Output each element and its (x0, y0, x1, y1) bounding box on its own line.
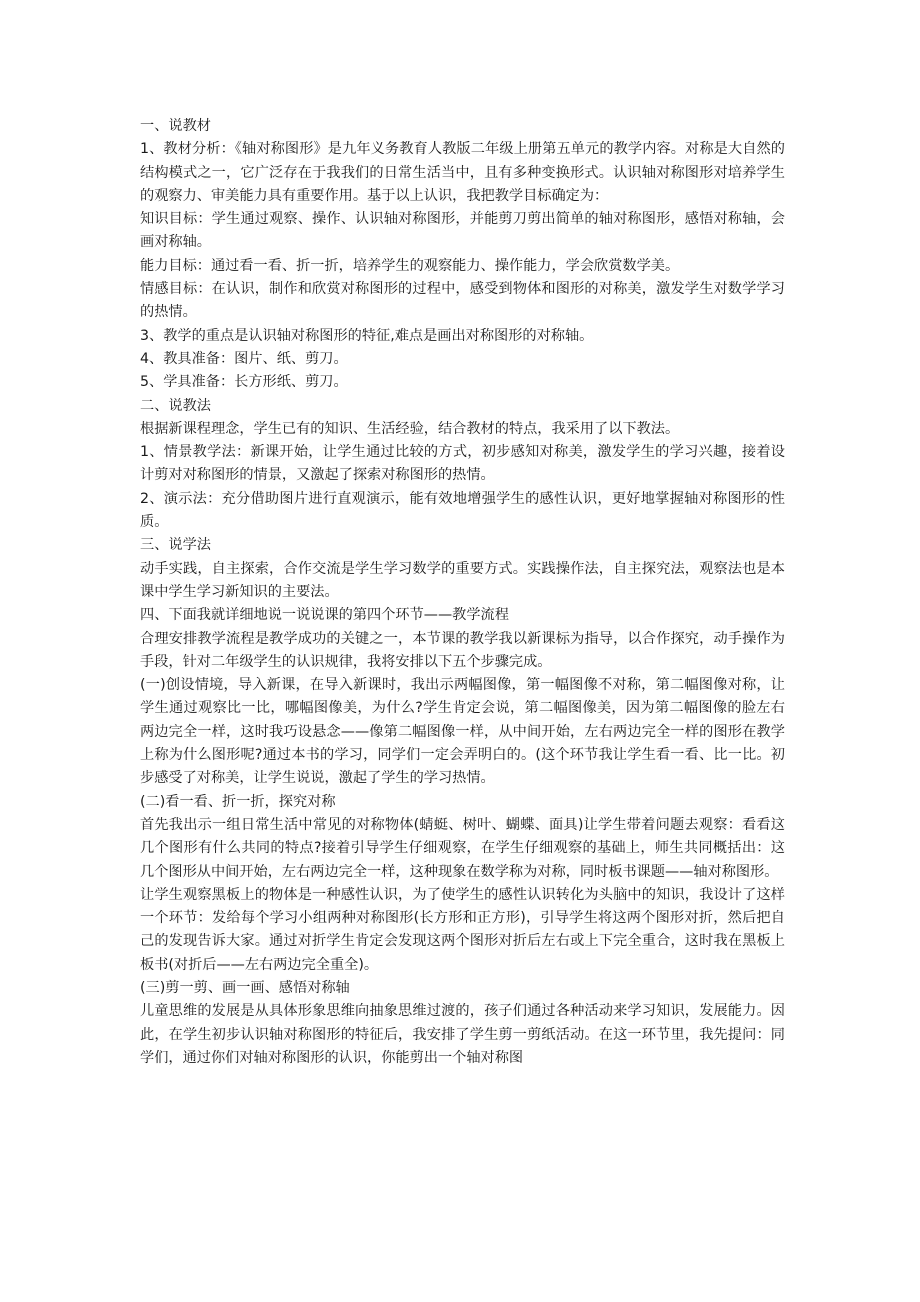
heading-step-three: (三)剪一剪、画一画、感悟对称轴 (140, 979, 350, 996)
heading-learning-method: 三、说学法 (140, 537, 211, 554)
paragraph-step-three: 儿童思维的发展是从具体形象思维向抽象思维过渡的，孩子们通过各种活动来学习知识，发展能力。因此，在学生初步认识轴对称图形的特征后，我安排了学生剪一剪纸活动。在这一环节里，我先提问：同学们，通过你们对轴对称图形的认识，你能剪出一个轴对称图 (140, 1003, 785, 1066)
heading-teaching-method: 二、说教法 (140, 397, 211, 414)
paragraph-method-intro: 根据新课程理念，学生已有的知识、生活经验，结合教材的特点，我采用了以下教法。 (140, 420, 680, 437)
paragraph-scenario-method: 1、情景教学法：新课开始，让学生通过比较的方式，初步感知对称美，激发学生的学习兴趣，接着设计剪对对称图形的情景，又激起了探索对称图形的热情。 (140, 444, 785, 484)
heading-textbook: 一、说教材 (140, 118, 211, 134)
paragraph-ability-goal: 能力目标：通过看一看、折一折，培养学生的观察能力、操作能力，学会欣赏数学美。 (140, 257, 680, 274)
paragraph-step-one: (一)创设情境，导入新课，在导入新课时，我出示两幅图像，第一幅图像不对称，第二幅图像对称，让学生通过观察比一比，哪幅图像美，为什么?学生肯定会说，第二幅图像美，因为第二幅图像的脸左右两边完全一样，这时我巧设悬念——像第二幅图像一样，从中间开始，左右两边完全一样的图形在教学上称为什么图形呢?通过本书的学习，同学们一定会弄明白的。(这个环节我让学生看一看、比一比。初步感受了对称美，让学生说说，激起了学生的学习热情。 (140, 677, 785, 787)
paragraph-learning-method: 动手实践，自主探索，合作交流是学生学习数学的重要方式。实践操作法，自主探究法，观察法也是本课中学生学习新知识的主要法。 (140, 560, 785, 600)
paragraph-knowledge-goal: 知识目标：学生通过观察、操作、认识轴对称图形，并能剪刀剪出简单的轴对称图形，感悟对称轴，会画对称轴。 (140, 211, 785, 251)
paragraph-teaching-aids: 4、教具准备：图片、纸、剪刀。 (140, 350, 348, 367)
document-body (140, 115, 785, 1070)
paragraph-process-intro: 合理安排教学流程是教学成功的关键之一，本节课的教学我以新课标为指导，以合作探究，动手操作为手段，针对二年级学生的认识规律，我将安排以下五个步骤完成。 (140, 630, 785, 670)
paragraph-material-analysis: 1、教材分析：《轴对称图形》是九年义务教育人教版二年级上册第五单元的教学内容。对称是大自然的结构模式之一，它广泛存在于我我们的日常生活当中，且有多种变换形式。认识轴对称图形对培养学生的观察力、审美能力具有重要作用。基于以上认识，我把教学目标确定为： (140, 141, 785, 204)
heading-teaching-process: 四、下面我就详细地说一说说课的第四个环节——教学流程 (140, 607, 509, 624)
heading-step-two: (二)看一看、折一折，探究对称 (140, 793, 336, 810)
paragraph-student-aids: 5、学具准备：长方形纸、剪刀。 (140, 374, 348, 391)
paragraph-step-two-observe: 首先我出示一组日常生活中常见的对称物体(蜻蜓、树叶、蝴蝶、面具)让学生带着问题去观察：看看这几个图形有什么共同的特点?接着引导学生仔细观察，在学生仔细观察的基础上，师生共同概括出：这几个图形从中间开始，左右两边完全一样，这种现象在数学称为对称，同时板书课题——轴对称图形。 (140, 816, 785, 880)
paragraph-demo-method: 2、演示法：充分借助图片进行直观演示，能有效地增强学生的感性认识，更好地掌握轴对称图形的性质。 (140, 490, 785, 531)
paragraph-step-two-fold: 让学生观察黑板上的物体是一种感性认识，为了使学生的感性认识转化为头脑中的知识，我设计了这样一个环节：发给每个学习小组两种对称图形(长方形和正方形)，引导学生将这两个图形对折，然后把自己的发现告诉大家。通过对折学生肯定会发现这两个图形对折后左右或上下完全重合，这时我在黑板上板书(对折后——左右两边完全重全)。 (140, 886, 785, 973)
paragraph-key-points: 3、教学的重点是认识轴对称图形的特征,难点是画出对称图形的对称轴。 (140, 327, 594, 344)
paragraph-emotion-goal: 情感目标：在认识，制作和欣赏对称图形的过程中，感受到物体和图形的对称美，激发学生对数学学习的热情。 (140, 281, 785, 321)
